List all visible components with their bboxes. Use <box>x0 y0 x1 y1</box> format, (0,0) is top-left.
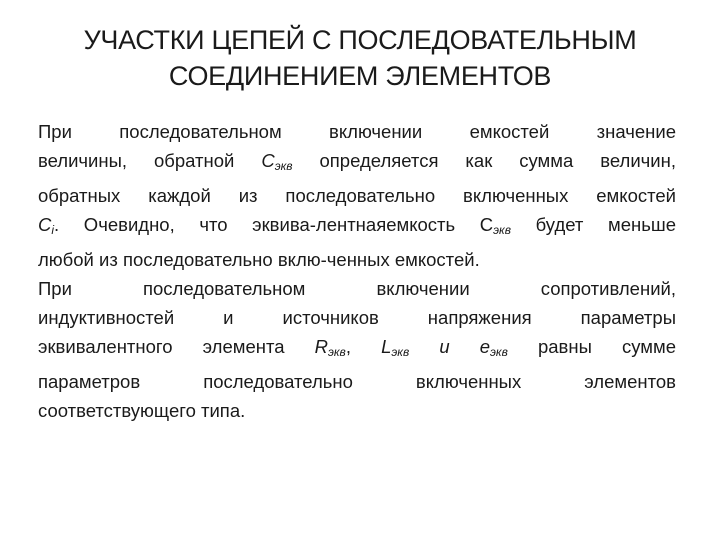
text-line <box>38 146 676 181</box>
subscript-ekv: экв <box>493 223 511 237</box>
subscript-ekv: экв <box>391 345 410 359</box>
text-fragment: величины, обратной <box>38 150 262 171</box>
symbol-c: C <box>261 150 275 171</box>
text-fragment: определяется как сумма величин, <box>292 150 676 171</box>
text-fragment: . Очевидно, что эквива-лентнаяемкость С <box>54 214 494 235</box>
text-line: параметров последовательно включенных элементов <box>38 371 676 392</box>
text-fragment: равны сумме <box>507 336 676 357</box>
symbol-r: R <box>314 336 328 357</box>
text-line: При последовательном включении емкостей значение <box>38 121 676 142</box>
text-fragment: будет меньше <box>511 214 676 235</box>
text-line <box>38 332 676 367</box>
symbol-c: C <box>38 214 52 235</box>
subscript-ekv: экв <box>490 345 508 359</box>
text-line: При последовательном включении сопротивлений, <box>38 278 676 299</box>
slide-body <box>38 117 676 425</box>
subscript-ekv: экв <box>327 345 346 359</box>
text-line <box>38 210 676 245</box>
text-fragment: , <box>345 336 382 357</box>
text-line: индуктивностей и источников напряжения параметры <box>38 307 676 328</box>
text-fragment: и <box>409 336 480 357</box>
subscript-ekv: экв <box>274 159 293 173</box>
text-fragment: эквивалентного элемента <box>38 336 315 357</box>
title-line-1: УЧАСТКИ ЦЕПЕЙ С ПОСЛЕДОВАТЕЛЬНЫМ <box>83 25 637 55</box>
symbol-l: L <box>381 336 392 357</box>
text-line: любой из последовательно вклю-ченных емкостей. <box>38 249 480 270</box>
title-line-2: СОЕДИНЕНИЕМ ЭЛЕМЕНТОВ <box>168 61 552 91</box>
text-line: соответствующего типа. <box>38 400 246 421</box>
slide-title <box>60 22 660 94</box>
paragraph-capacitors <box>38 117 676 274</box>
symbol-e: e <box>479 336 491 357</box>
text-line: обратных каждой из последовательно включенных емкостей <box>38 185 676 206</box>
subscript-i: i <box>51 223 55 237</box>
paragraph-resistors <box>38 274 676 425</box>
